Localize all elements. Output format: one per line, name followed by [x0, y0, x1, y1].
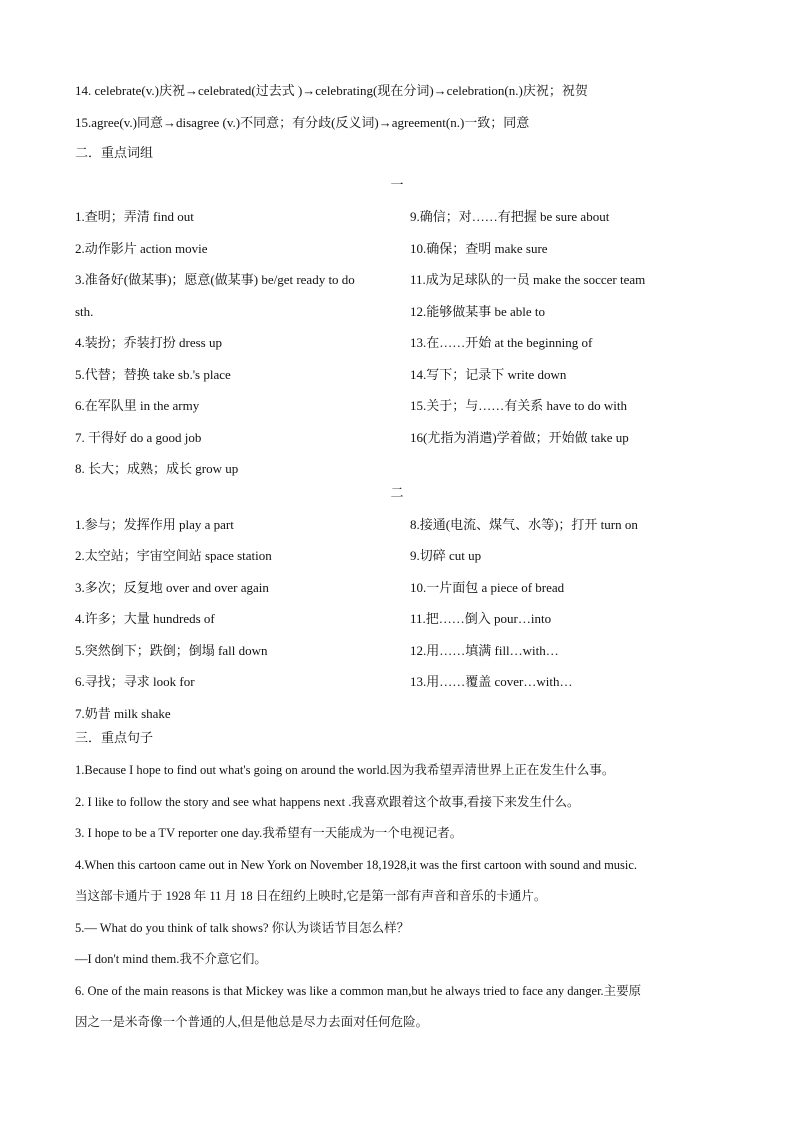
phrase-item: 8. 长大；成熟；成长 grow up: [75, 461, 239, 476]
sentence-line: 5.— What do you think of talk shows? 你认为谈话节目怎么样？: [75, 921, 410, 935]
phrase-item: 10.确保；查明 make sure: [410, 241, 548, 256]
phrase-item: 6.在军队里 in the army: [75, 398, 200, 413]
section-heading-phrases: 二．重点词组: [75, 146, 154, 161]
phrase-item: 3.准备好(做某事)；愿意(做某事) be/get ready to do: [75, 272, 355, 287]
phrase-item: 16(尤指为消遣)学着做；开始做 take up: [410, 430, 629, 445]
phrase-item: 3.多次；反复地 over and over again: [75, 580, 269, 595]
phrase-item: 2.太空站；宇宙空间站 space station: [75, 548, 272, 563]
phrase-item: 7. 干得好 do a good job: [75, 430, 202, 445]
vocab-item-15: 15.agree(v.)同意→disagree (v.)不同意；有分歧(反义词)→agreement(n.)一致；同意: [75, 115, 530, 130]
vocab-item-14: 14. celebrate(v.)庆祝→celebrated(过去式 )→celebrating(现在分词)→celebration(n.)庆祝；祝贺: [75, 83, 588, 98]
phrase-item: 8.接通(电流、煤气、水等)；打开 turn on: [410, 517, 638, 532]
phrase-item: 1.查明；弄清 find out: [75, 209, 194, 224]
phrase-item: 4.装扮；乔装打扮 dress up: [75, 335, 222, 350]
phrase-item: 12.能够做某事 be able to: [410, 304, 546, 319]
phrase-item: 13.在……开始 at the beginning of: [410, 335, 593, 350]
phrase-item: 11.成为足球队的一员 make the soccer team: [410, 272, 646, 287]
sentence-line: —I don't mind them.我不介意它们。: [75, 952, 267, 966]
group-label-two: 二: [390, 486, 404, 501]
sentence-line: 3. I hope to be a TV reporter one day.我希望有一天能成为一个电视记者。: [75, 826, 463, 840]
phrase-item: 6.寻找；寻求 look for: [75, 674, 195, 689]
phrase-item: 5.代替；替换 take sb.'s place: [75, 367, 231, 382]
phrase-item: 4.许多；大量 hundreds of: [75, 611, 215, 626]
sentence-line: 因之一是米奇像一个普通的人,但是他总是尽力去面对任何危险。: [75, 1015, 429, 1029]
phrase-item: 2.动作影片 action movie: [75, 241, 208, 256]
phrase-item: 14.写下；记录下 write down: [410, 367, 567, 382]
sentence-line: 4.When this cartoon came out in New York on November 18,1928,it was the first cartoon with sound and music.: [75, 858, 638, 872]
phrase-item: 5.突然倒下；跌倒；倒塌 fall down: [75, 643, 268, 658]
phrase-item: 11.把……倒入 pour…into: [410, 611, 552, 626]
phrase-item-continuation: sth.: [75, 304, 94, 319]
sentence-line: 6. One of the main reasons is that Mickey was like a common man,but he always tried to face any danger.主要原: [75, 984, 642, 998]
group-label-one: 一: [390, 178, 404, 193]
phrase-item: 7.奶昔 milk shake: [75, 706, 171, 721]
phrase-item: 10.一片面包 a piece of bread: [410, 580, 565, 595]
phrase-item: 13.用……覆盖 cover…with…: [410, 674, 573, 689]
sentence-line: 2. I like to follow the story and see what happens next .我喜欢跟着这个故事,看接下来发生什么。: [75, 795, 580, 809]
section-heading-sentences: 三．重点句子: [75, 731, 154, 746]
phrase-item: 9.切碎 cut up: [410, 548, 482, 563]
phrase-item: 12.用……填满 fill…with…: [410, 643, 559, 658]
phrase-item: 9.确信；对……有把握 be sure about: [410, 209, 610, 224]
sentence-line: 当这部卡通片于 1928 年 11 月 18 日在纽约上映时,它是第一部有声音和音乐的卡通片。: [75, 889, 547, 903]
sentence-line: 1.Because I hope to find out what's going on around the world.因为我希望弄清世界上正在发生什么事。: [75, 763, 615, 777]
phrase-item: 1.参与；发挥作用 play a part: [75, 517, 234, 532]
phrase-item: 15.关于；与……有关系 have to do with: [410, 398, 628, 413]
